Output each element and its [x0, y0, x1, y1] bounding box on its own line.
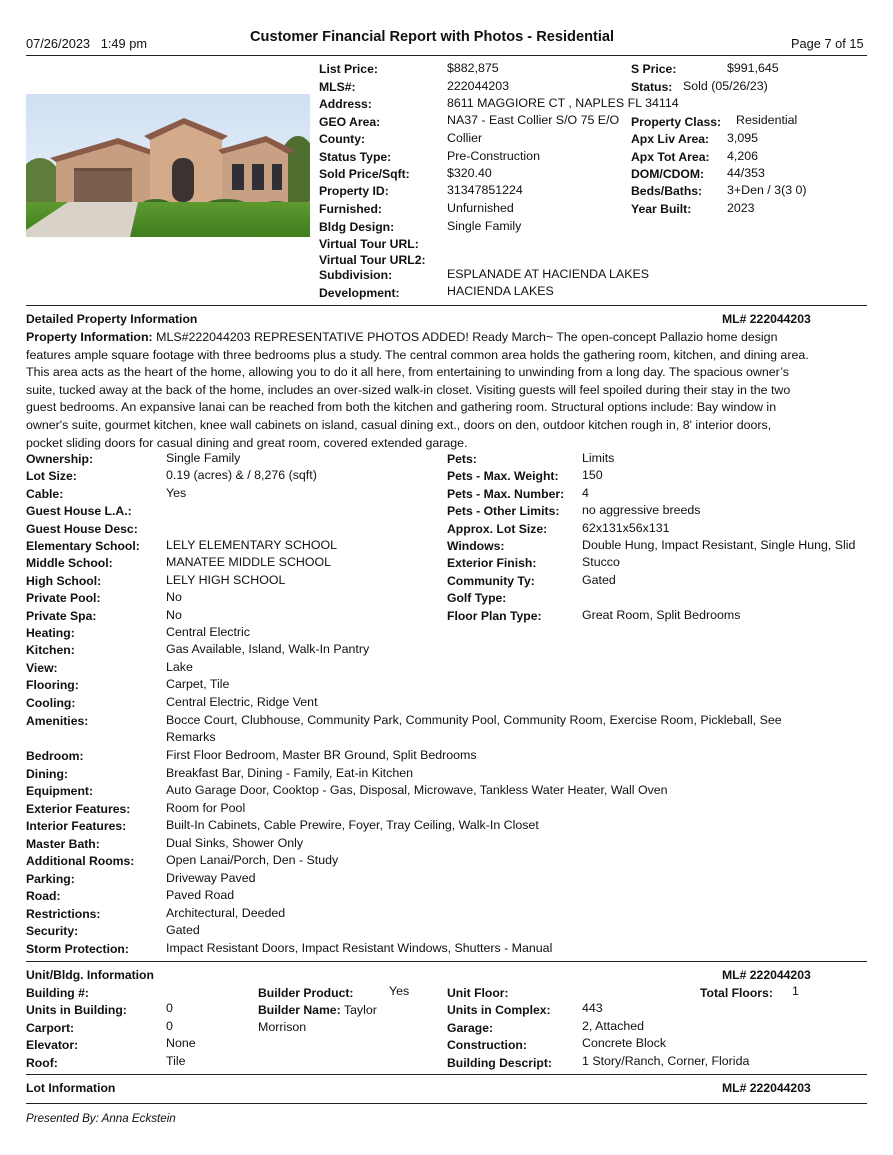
s-price-value: $991,645	[727, 61, 779, 75]
dom-value: 44/353	[727, 166, 765, 180]
subdivision-label: Subdivision:	[319, 268, 393, 282]
property-photo	[26, 94, 310, 237]
sold-sqft-value: $320.40	[447, 166, 492, 180]
description-line: MLS#222044203 REPRESENTATIVE PHOTOS ADDED! Ready March~ The open-concept Pallazio home design	[156, 330, 778, 344]
builder-name-value: Taylor	[343, 1003, 377, 1017]
virtual-tour-2-label: Virtual Tour URL2:	[319, 253, 426, 267]
building-descript-value: 1 Story/Ranch, Corner, Florida	[582, 1054, 750, 1068]
field-label: Flooring:	[26, 678, 79, 693]
carport-label: Carport:	[26, 1021, 75, 1035]
amenities-value-cont: Remarks	[166, 730, 216, 744]
field-label: Approx. Lot Size:	[447, 521, 548, 536]
field-label: Exterior Finish:	[447, 556, 537, 571]
development-value: HACIENDA LAKES	[447, 284, 554, 298]
property-class-value: Residential	[736, 113, 798, 127]
amenities-value: Bocce Court, Clubhouse, Community Park, Community Pool, Community Room, Exercise Room, Pickleball, See	[166, 713, 782, 727]
roof-value: Tile	[166, 1054, 186, 1068]
field-value: Breakfast Bar, Dining - Family, Eat-in Kitchen	[166, 765, 413, 780]
building-descript-label: Building Descript:	[447, 1056, 552, 1070]
apx-tot-value: 4,206	[727, 149, 759, 163]
beds-baths-value: 3+Den / 3(3 0)	[727, 183, 807, 197]
field-label: Kitchen:	[26, 643, 75, 658]
county-label: County:	[319, 132, 366, 146]
field-value: No	[166, 590, 182, 605]
field-value: Great Room, Split Bedrooms	[582, 607, 741, 622]
section-divider-unit	[26, 961, 867, 962]
address-label: Address:	[319, 97, 372, 111]
description-line: This area acts as the heart of the home, allowing you to do it all here, from entertaining to unwinding from a long day. The spacious owner’s	[26, 365, 789, 380]
furnished-value: Unfurnished	[447, 201, 514, 215]
development-label: Development:	[319, 286, 400, 300]
field-value: Central Electric, Ridge Vent	[166, 694, 318, 709]
detail-section-title: Detailed Property Information	[26, 312, 198, 326]
field-value: Architectural, Deeded	[166, 905, 286, 920]
field-label: Windows:	[447, 539, 505, 553]
field-value: 62x131x56x131	[582, 520, 670, 535]
builder-name-label: Builder Name:	[258, 1003, 341, 1017]
field-value: Double Hung, Impact Resistant, Single Hung, Slid	[582, 538, 856, 552]
units-in-building-label: Units in Building:	[26, 1003, 127, 1017]
field-label: Additional Rooms:	[26, 854, 135, 868]
field-label: Pets - Max. Weight:	[447, 469, 559, 484]
lot-section-title: Lot Information	[26, 1081, 116, 1095]
detail-ml-number: ML# 222044203	[722, 312, 811, 326]
field-label: Elementary School:	[26, 539, 140, 553]
report-date: 07/26/2023 1:49 pm	[26, 36, 147, 51]
unit-section-title: Unit/Bldg. Information	[26, 968, 154, 982]
field-label: High School:	[26, 573, 102, 588]
field-value: Gated	[166, 923, 200, 937]
property-id-value: 31347851224	[447, 183, 523, 197]
field-value: Central Electric	[166, 625, 251, 639]
year-built-value: 2023	[727, 201, 755, 215]
field-label: Restrictions:	[26, 906, 101, 921]
field-value: Carpet, Tile	[166, 677, 230, 692]
elevator-value: None	[166, 1036, 196, 1050]
field-value: MANATEE MIDDLE SCHOOL	[166, 555, 332, 570]
units-in-building-value: 0	[166, 1001, 173, 1015]
building-number-label: Building #:	[26, 986, 89, 1000]
field-value: Auto Garage Door, Cooktop - Gas, Disposal, Microwave, Tankless Water Heater, Wall Oven	[166, 783, 668, 797]
section-divider-detail	[26, 305, 867, 306]
field-value: Dual Sinks, Shower Only	[166, 835, 304, 850]
unit-ml-number: ML# 222044203	[722, 968, 811, 982]
field-value: Paved Road	[166, 888, 235, 902]
field-value: Driveway Paved	[166, 870, 256, 885]
apx-liv-value: 3,095	[727, 131, 759, 145]
field-label: Dining:	[26, 766, 68, 781]
field-label: Master Bath:	[26, 836, 100, 851]
property-info-label: Property Information:	[26, 330, 153, 344]
property-id-label: Property ID:	[319, 184, 389, 198]
field-label: Guest House Desc:	[26, 521, 138, 536]
field-value: Gas Available, Island, Walk-In Pantry	[166, 642, 370, 657]
field-value: no aggressive breeds	[582, 503, 701, 518]
lot-ml-number: ML# 222044203	[722, 1081, 811, 1095]
description-line: owner's suite, gourmet kitchen, knee wall cabinets on island, casual dining ext., doors on den, outdoor kitchen rough in, 8' interior doors,	[26, 417, 772, 432]
field-label: Floor Plan Type:	[447, 608, 542, 623]
header-divider	[26, 55, 867, 56]
bldg-design-value: Single Family	[447, 219, 522, 233]
field-label: Interior Features:	[26, 819, 127, 833]
field-label: Private Spa:	[26, 608, 97, 623]
field-label: Community Ty:	[447, 573, 535, 588]
field-label: Pets - Max. Number:	[447, 486, 565, 501]
field-label: Ownership:	[26, 452, 94, 466]
virtual-tour-label: Virtual Tour URL:	[319, 237, 419, 251]
field-value: First Floor Bedroom, Master BR Ground, Split Bedrooms	[166, 748, 477, 762]
description-line: guest bedrooms. An expansive lanai can be reached from both the kitchen and gathering room. Structural options include: Bay window in	[26, 400, 777, 415]
footer-divider	[26, 1103, 867, 1104]
roof-label: Roof:	[26, 1056, 58, 1070]
garage-label: Garage:	[447, 1021, 494, 1035]
description-line: pocket sliding doors for casual dining and great room, covered extended garage.	[26, 435, 468, 450]
field-label: Pets - Other Limits:	[447, 504, 560, 519]
builder-product-value: Yes	[389, 984, 410, 998]
builder-name-value-cont: Morrison	[258, 1020, 307, 1034]
section-divider-lot	[26, 1074, 867, 1075]
field-label: Middle School:	[26, 556, 113, 571]
sold-sqft-label: Sold Price/Sqft:	[319, 167, 410, 181]
list-price-label: List Price:	[319, 62, 378, 76]
field-label: Pets:	[447, 452, 477, 466]
status-type-value: Pre-Construction	[447, 149, 540, 163]
field-value: Limits	[582, 451, 615, 465]
total-floors-value: 1	[792, 984, 799, 998]
field-value: 0.19 (acres) & / 8,276 (sqft)	[166, 468, 317, 483]
description-line: suite, tucked away at the back of the home, includes an over-sized walk-in closet. Visiting guests will feel spoiled during their stay in the two	[26, 382, 791, 397]
description-line: features ample square footage with three bedrooms plus a study. The central common area holds the gathering room, kitchen, and dining area.	[26, 347, 809, 362]
amenities-label: Amenities:	[26, 714, 89, 728]
dom-label: DOM/CDOM:	[631, 167, 705, 181]
report-title: Customer Financial Report with Photos - Residential	[250, 29, 615, 45]
garage-value: 2, Attached	[582, 1019, 645, 1033]
field-label: Heating:	[26, 626, 75, 640]
field-value: LELY ELEMENTARY SCHOOL	[166, 538, 338, 552]
field-value: Open Lanai/Porch, Den - Study	[166, 853, 339, 867]
field-value: No	[166, 607, 182, 622]
county-value: Collier	[447, 131, 483, 145]
beds-baths-label: Beds/Baths:	[631, 184, 703, 198]
unit-floor-label: Unit Floor:	[447, 986, 509, 1000]
field-value: Room for Pool	[166, 800, 246, 815]
field-label: Guest House L.A.:	[26, 504, 132, 519]
field-value: 4	[582, 485, 589, 500]
elevator-label: Elevator:	[26, 1038, 79, 1052]
units-in-complex-value: 443	[582, 1001, 603, 1015]
total-floors-label: Total Floors:	[700, 986, 773, 1000]
construction-label: Construction:	[447, 1038, 527, 1052]
bldg-design-label: Bldg Design:	[319, 220, 395, 234]
field-value: Lake	[166, 659, 193, 674]
apx-liv-label: Apx Liv Area:	[631, 132, 710, 146]
construction-value: Concrete Block	[582, 1036, 667, 1050]
units-in-complex-label: Units in Complex:	[447, 1003, 551, 1017]
status-type-label: Status Type:	[319, 150, 392, 164]
furnished-label: Furnished:	[319, 202, 382, 216]
apx-tot-label: Apx Tot Area:	[631, 150, 710, 164]
status-label: Status:	[631, 80, 673, 94]
field-label: Private Pool:	[26, 591, 101, 606]
field-label: Golf Type:	[447, 591, 507, 606]
field-value: Built-In Cabinets, Cable Prewire, Foyer, Tray Ceiling, Walk-In Closet	[166, 818, 539, 832]
field-label: Bedroom:	[26, 749, 84, 763]
page-number: Page 7 of 15	[791, 36, 864, 51]
property-class-label: Property Class:	[631, 115, 722, 129]
carport-value: 0	[166, 1019, 173, 1033]
address-value: 8611 MAGGIORE CT , NAPLES FL 34114	[447, 96, 679, 110]
field-label: Security:	[26, 924, 79, 938]
field-value: Gated	[582, 572, 616, 587]
field-value: LELY HIGH SCHOOL	[166, 572, 286, 587]
field-value: Yes	[166, 485, 187, 500]
mls-value: 222044203	[447, 79, 510, 93]
field-label: Storm Protection:	[26, 941, 129, 956]
presented-by: Presented By: Anna Eckstein	[26, 1112, 176, 1125]
field-label: Cooling:	[26, 695, 76, 710]
field-value: Single Family	[166, 451, 241, 465]
field-label: Exterior Features:	[26, 801, 131, 816]
geo-label: GEO Area:	[319, 115, 381, 129]
field-label: Parking:	[26, 871, 75, 886]
list-price-value: $882,875	[447, 61, 499, 75]
field-value: Stucco	[582, 555, 620, 570]
geo-value: NA37 - East Collier S/O 75 E/O	[447, 113, 620, 127]
year-built-label: Year Built:	[631, 202, 692, 216]
field-label: Lot Size:	[26, 469, 77, 484]
field-label: Equipment:	[26, 784, 94, 798]
field-value: Impact Resistant Doors, Impact Resistant Windows, Shutters - Manual	[166, 940, 553, 955]
s-price-label: S Price:	[631, 62, 677, 76]
field-label: View:	[26, 660, 58, 675]
property-description	[26, 329, 809, 452]
builder-name	[258, 1003, 377, 1017]
field-label: Cable:	[26, 486, 64, 501]
field-value: 150	[582, 468, 603, 483]
mls-label: MLS#:	[319, 80, 356, 94]
builder-product-label: Builder Product:	[258, 986, 354, 1000]
subdivision-value: ESPLANADE AT HACIENDA LAKES	[447, 267, 649, 281]
field-label: Road:	[26, 889, 61, 903]
status-value: Sold (05/26/23)	[683, 79, 768, 93]
